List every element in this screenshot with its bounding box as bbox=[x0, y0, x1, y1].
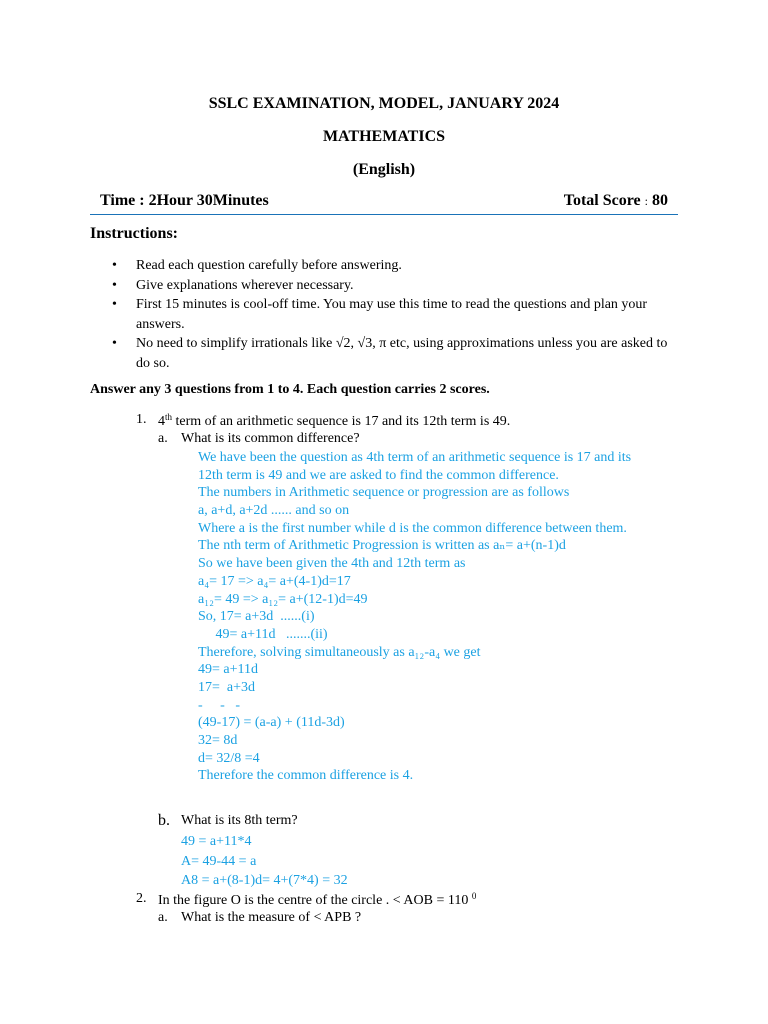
bullet-icon: • bbox=[112, 297, 117, 312]
subject-title: MATHEMATICS bbox=[322, 128, 446, 145]
question-text-post: term of an arithmetic sequence is 17 and its 12th term is 49. bbox=[172, 414, 511, 429]
list-item bbox=[112, 334, 672, 373]
answer-line: 32= 8d bbox=[198, 733, 238, 748]
subquestion-text: What is the measure of < APB ? bbox=[181, 910, 362, 925]
degree-superscript: 0 bbox=[471, 891, 477, 901]
answer-line: a₁₂= 49 => a₁₂= a+(12-1)d=49 bbox=[198, 591, 368, 607]
exam-title: SSLC EXAMINATION, MODEL, JANUARY 2024 bbox=[208, 95, 560, 112]
answer-line: 49 = a+11*4 bbox=[181, 834, 252, 849]
answer-line: Where a is the first number while d is the common difference between them. bbox=[198, 520, 627, 536]
answer-line: So, 17= a+3d ......(i) bbox=[198, 609, 315, 625]
language-label: (English) bbox=[352, 161, 416, 178]
question-text bbox=[158, 412, 510, 430]
score-label: Total Score bbox=[563, 192, 641, 209]
answer-line: 12th term is 49 and we are asked to find the common difference. bbox=[198, 467, 559, 483]
subquestion-label: a. bbox=[158, 910, 168, 925]
answer-line: (49-17) = (a-a) + (11d-3d) bbox=[198, 715, 345, 731]
question-number: 1. bbox=[136, 412, 147, 427]
subquestion-label: b. bbox=[158, 812, 170, 829]
question-text-main: In the figure O is the centre of the circle . < AOB = 110 bbox=[158, 893, 472, 908]
answer-line: A= 49-44 = a bbox=[181, 853, 257, 869]
answer-block bbox=[198, 449, 698, 785]
instruction-text: First 15 minutes is cool-off time. You may use this time to read the questions and plan your answers. bbox=[136, 297, 648, 332]
instructions-list bbox=[112, 256, 672, 373]
score-value: 80 bbox=[652, 192, 668, 209]
answer-line: d= 32/8 =4 bbox=[198, 750, 260, 766]
bullet-icon: • bbox=[112, 277, 117, 293]
answer-line: We have been the question as 4th term of an arithmetic sequence is 17 and its bbox=[198, 450, 632, 465]
answer-block bbox=[181, 832, 348, 891]
answer-line: a₄= 17 => a₄= a+(4-1)d=17 bbox=[198, 573, 351, 589]
answer-line: 17= a+3d bbox=[198, 679, 256, 695]
list-item bbox=[112, 256, 672, 276]
instructions-heading: Instructions: bbox=[90, 225, 179, 242]
time-label: Time : 2Hour 30Minutes bbox=[100, 192, 269, 209]
question-superscript: th bbox=[165, 412, 173, 422]
answer-line: Therefore, solving simultaneously as a₁₂-a₄ we get bbox=[198, 644, 481, 660]
question-text bbox=[158, 891, 476, 909]
answer-line: a, a+d, a+2d ...... and so on bbox=[198, 503, 350, 519]
answer-line: Therefore the common difference is 4. bbox=[198, 768, 414, 784]
score-colon: : bbox=[644, 194, 648, 208]
answer-line: A8 = a+(8-1)d= 4+(7*4) = 32 bbox=[181, 873, 348, 888]
bullet-icon: • bbox=[112, 258, 117, 273]
instruction-text: Give explanations wherever necessary. bbox=[136, 277, 354, 293]
subquestion-text: What is its common difference? bbox=[181, 431, 360, 446]
question-text-pre: 4 bbox=[158, 414, 165, 429]
answer-line: So we have been given the 4th and 12th term as bbox=[198, 556, 466, 572]
list-item bbox=[112, 295, 672, 334]
subquestion-label: a. bbox=[158, 431, 168, 446]
subquestion-text: What is its 8th term? bbox=[181, 813, 298, 828]
question-number: 2. bbox=[136, 891, 147, 906]
list-item bbox=[112, 276, 672, 296]
instruction-text: No need to simplify irrationals like √2, √3, π etc, using approximations unless you are asked to do so. bbox=[136, 336, 668, 371]
section-heading: Answer any 3 questions from 1 to 4. Each question carries 2 scores. bbox=[90, 382, 490, 397]
answer-line: The nth term of Arithmetic Progression is written as aₙ= a+(n-1)d bbox=[198, 538, 566, 554]
time-score-bar bbox=[90, 192, 678, 215]
answer-line: 49= a+11d .......(ii) bbox=[198, 626, 328, 642]
instruction-text: Read each question carefully before answering. bbox=[136, 258, 402, 273]
answer-line: 49= a+11d bbox=[198, 662, 258, 678]
bullet-icon: • bbox=[112, 336, 117, 351]
answer-line: The numbers in Arithmetic sequence or progression are as follows bbox=[198, 485, 570, 501]
answer-line: - - - bbox=[198, 697, 240, 713]
total-score bbox=[564, 192, 668, 210]
